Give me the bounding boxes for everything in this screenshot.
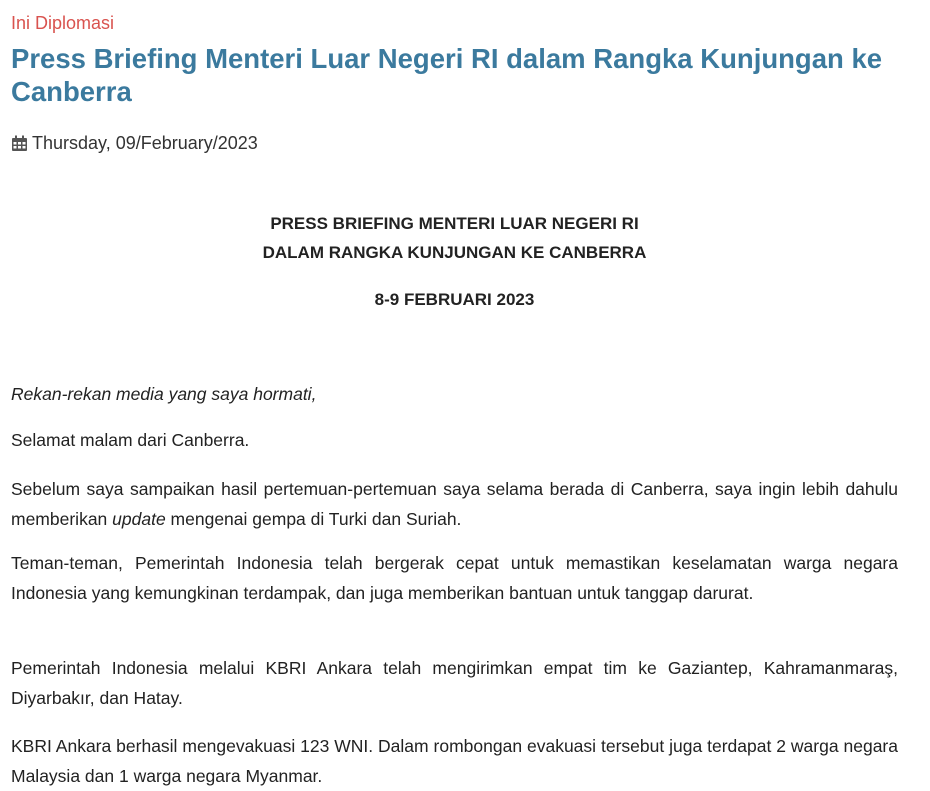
publish-date <box>11 132 258 154</box>
paragraph-5: KBRI Ankara berhasil mengevakuasi 123 WNI. Dalam rombongan evakuasi tersebut juga terdapat 2 warga negara Malaysia dan 1 warga negara Myanmar. <box>11 736 898 786</box>
article-heading-line1: PRESS BRIEFING MENTERI LUAR NEGERI RI <box>270 214 639 233</box>
paragraph-4: Pemerintah Indonesia melalui KBRI Ankara telah mengirimkan empat tim ke Gaziantep, Kahramanmaraş, Diyarbakır, dan Hatay. <box>11 658 898 708</box>
paragraph-2 <box>11 474 898 534</box>
calendar-icon <box>11 135 28 152</box>
paragraph-3: Teman-teman, Pemerintah Indonesia telah bergerak cepat untuk memastikan keselamatan warga negara Indonesia yang kemungkinan terdampak, dan juga memberikan bantuan untuk tanggap darurat. <box>11 553 898 603</box>
article-heading-line2: DALAM RANGKA KUNJUNGAN KE CANBERRA <box>262 243 647 262</box>
category-link[interactable]: Ini Diplomasi <box>11 13 115 33</box>
paragraph-1: Selamat malam dari Canberra. <box>11 430 250 450</box>
paragraph-2-text-b: mengenai gempa di Turki dan Suriah. <box>165 509 462 529</box>
paragraph-2-emphasis: update <box>112 509 166 529</box>
date-text: Thursday, 09/February/2023 <box>32 133 258 153</box>
page-title: Press Briefing Menteri Luar Negeri RI dalam Rangka Kunjungan ke Canberra <box>11 43 883 107</box>
article-heading-date: 8-9 FEBRUARI 2023 <box>374 290 535 309</box>
greeting: Rekan-rekan media yang saya hormati, <box>11 384 317 404</box>
paragraph-2-text-a: Sebelum saya sampaikan hasil pertemuan-pertemuan saya selama berada di Canberra, saya ingin lebih dahulu memberikan <box>11 479 898 529</box>
